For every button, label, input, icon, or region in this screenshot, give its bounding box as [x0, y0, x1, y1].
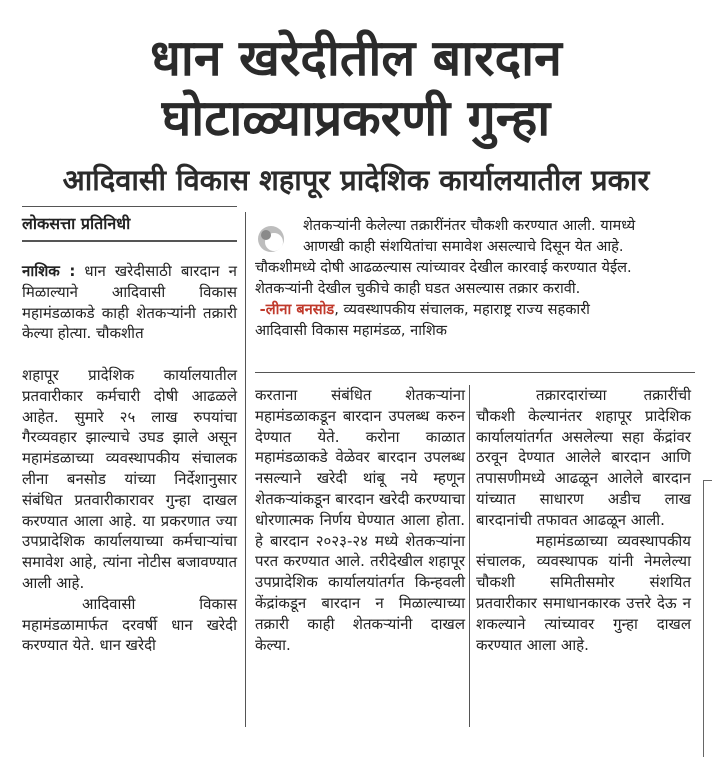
quote-attribution [255, 299, 695, 320]
column-1-body [22, 365, 237, 656]
quote-bottom-rule [255, 372, 695, 373]
column-3 [476, 385, 691, 655]
quote-line-1: शेतकऱ्यांनी केलेल्या तक्रारींनंतर चौकशी करण्यात आली. यामध्ये [303, 217, 636, 234]
column-2-paragraph: करताना संबंधित शेतकऱ्यांना महामंडळाकडून बारदान उपलब्ध करुन देण्यात येते. करोना काळात महामंडळाकडे वेळेवर बारदान उपलब्ध नसल्याने खरेदी थांबू नये म्हणून शेतकऱ्यांकडून बारदान खरेदी करण्याचा धोरणात्मक निर्णय घेण्यात आला होता. हे बारदान २०२३-२४ मध्ये शेतकऱ्यांना परत करण्यात आले. तरीदेखील शहापूर उपप्रादेशिक कार्यालयांतर्गत किन्हवली केंद्रांकडून बारदान न मिळाल्याच्या तक्रारी काही शेतकऱ्यांनी दाखल केल्या. [255, 386, 465, 654]
quote-author-org: आदिवासी विकास महामंडळ, नाशिक [255, 322, 447, 339]
quote-line-3: चौकशीमध्ये दोषी आढळल्यास त्यांच्यावर देखील कारवाई करण्यात येईल. [255, 259, 632, 276]
column-2 [255, 385, 465, 655]
column-divider-1 [245, 212, 246, 727]
quote-author: -लीना बनसोड [259, 301, 335, 318]
column-1-paragraph-1: शहापूर प्रादेशिक कार्यालयातील प्रतवारीकार कर्मचारी दोषी आढळले आहेत. सुमारे २५ लाख रुपयांचा गैरव्यवहार झाल्याचे उघड झाले असून महामंडळाच्या व्यवस्थापकीय संचालक लीना बनसोड यांच्या निर्देशानुसार संबंधित प्रतवारीकारावर गुन्हा दाखल करण्यात आला आहे. या प्रकरणात ज्या उपप्रादेशिक कार्यालयाच्या कर्मचाऱ्यांचा समावेश आहे, त्यांना नोटीस बजावण्यात आली आहे. [22, 366, 237, 592]
subheadline: आदिवासी विकास शहापूर प्रादेशिक कार्यालयातील प्रकार [62, 163, 650, 197]
headline-line-1: धान खरेदीतील बारदान [150, 29, 562, 87]
column-3-paragraph-1: तक्रारदारांच्या तक्रारींची चौकशी केल्यानंतर शहापूर प्रादेशिक कार्यालयांतर्गत असलेल्या सहा केंद्रांवर ठरवून देण्यात आलेले बारदान आणि तपासणीमध्ये आढळून आलेले बारदान यांच्यात साधारण अडीच लाख बारदानांची तफावत आढळून आली. [476, 386, 691, 529]
adjacent-article-frame [703, 480, 712, 757]
top-rule-left [22, 206, 237, 207]
column-divider-2 [469, 385, 470, 727]
byline-rule [22, 240, 237, 242]
pull-quote [255, 215, 695, 341]
column-1-lead [22, 261, 237, 344]
quote-line-4: शेतकऱ्यांनी देखील चुकीचे काही घडत असल्यास तक्रार करावी. [255, 280, 581, 297]
quote-author-title: , व्यवस्थापकीय संचालक, महाराष्ट्र राज्य सहकारी [334, 301, 590, 318]
headline-line-2: घोटाळ्याप्रकरणी गुन्हा [161, 89, 551, 147]
column-3-paragraph-2: महामंडळाच्या व्यवस्थापकीय संचालक, व्यवस्थापक यांनी नेमलेल्या चौकशी समितीसमोर संशयित प्रतवारीकार समाधानकारक उत्तरे देऊ न शकल्याने त्यांच्यावर गुन्हा दाखल करण्यात आला आहे. [476, 531, 691, 654]
quote-line-2: आणखी काही संशयितांचा समावेश असल्याचे दिसून येत आहे. [303, 238, 624, 255]
column-1-lead-text: धान खरेदीसाठी बारदान न मिळाल्याने आदिवासी विकास महामंडळाकडे काही शेतकऱ्यांनी तक्रारी केल्या होत्या. चौकशीत [22, 262, 237, 343]
column-1-intro [22, 261, 237, 344]
dateline: नाशिक : [22, 262, 76, 280]
byline: लोकसत्ता प्रतिनिधी [22, 214, 131, 233]
column-1-paragraph-2: आदिवासी विकास महामंडळामार्फत दरवर्षी धान खरेदी करण्यात येते. धान खरेदी [22, 594, 237, 655]
